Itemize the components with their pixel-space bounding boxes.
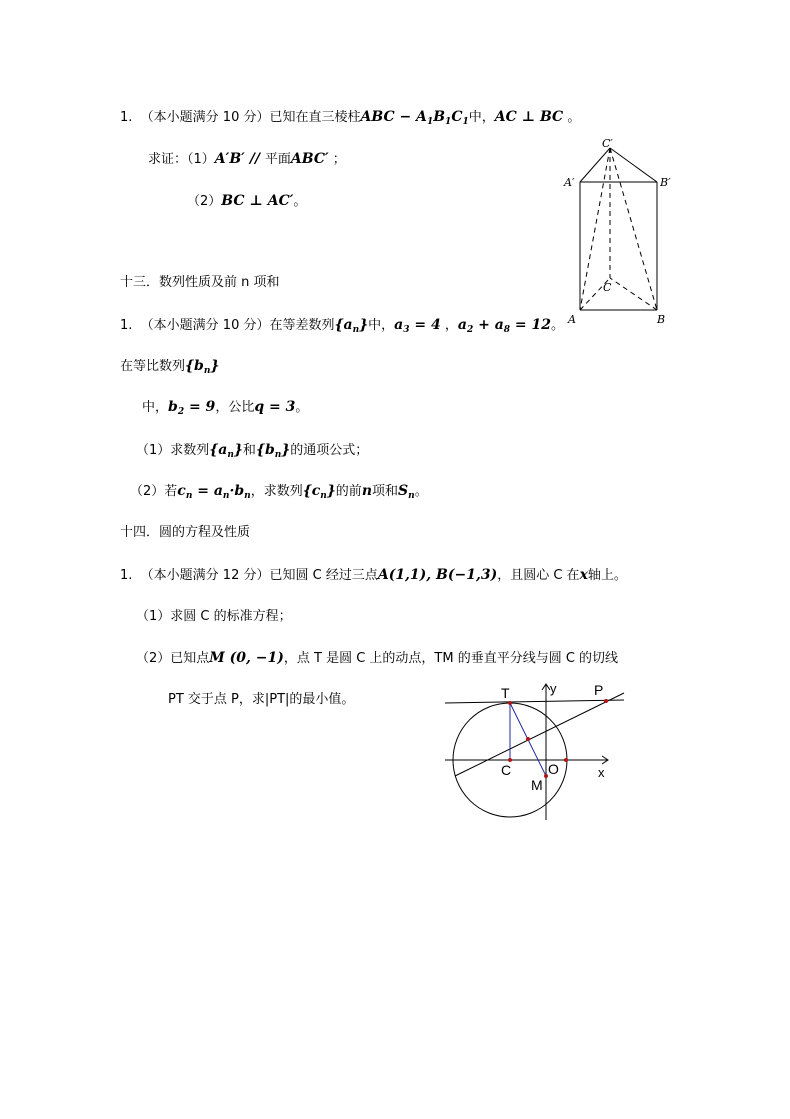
label-a: A: [568, 313, 576, 326]
prism-name: ABC − $A_1B_1C_1$: [360, 109, 469, 127]
section-13-title: 十三．数列性质及前 n 项和: [120, 275, 280, 290]
q3-part1: （1）求圆 C 的标准方程；: [136, 609, 292, 624]
label-c: C: [501, 762, 512, 778]
q3-statement: 1. （本小题满分 12 分）已知圆 C 经过三点A(1,1), B(−1,3)，且圆心 C 在x轴上。: [120, 567, 627, 583]
q3-part2: （2）已知点M (0, −1)，点 T 是圆 C 上的动点，TM 的垂直平分线与圆 C 的切线: [136, 650, 619, 666]
label-c1: C′: [602, 138, 613, 150]
point-p: [604, 699, 608, 703]
label-a1: A′: [564, 176, 575, 189]
q2-part2: （2）若$c_n = a_n\cdot b_n$，求数列$\{c_n\}$的前n项和$S_n$。: [130, 483, 428, 501]
label-m: M: [531, 777, 543, 793]
label-c: C: [603, 281, 612, 294]
circle-figure: [440, 678, 626, 823]
label-b: B: [657, 313, 666, 326]
section-14-title: 十四．圆的方程及性质: [120, 525, 251, 540]
q1-proof-part2: （2）BC ⊥ AC′。: [187, 193, 307, 209]
edge-a1-c1: [580, 148, 610, 182]
q2-part1: （1）求数列$\{a_n\}$和$\{b_n\}$的通项公式；: [136, 442, 369, 460]
q1-statement: 1. （本小题满分 10 分）已知在直三棱柱ABC − $A_1B_1C_1$中，AC ⊥ BC 。: [120, 109, 581, 127]
tangent-line-pt: [445, 700, 624, 703]
point-on-x: [564, 758, 568, 762]
edge-c1-b: [610, 148, 657, 310]
edge-b1-c1: [610, 148, 657, 182]
q1-proof-part1: 求证：（1）A′B′ // 平面ABC′ ；: [148, 151, 346, 167]
label-o: O: [548, 761, 559, 777]
q3-part2-line2: PT 交于点 P，求|PT|的最小值。: [168, 692, 355, 707]
edge-b-c: [610, 278, 657, 310]
label-p: P: [594, 682, 604, 698]
point-midpoint: [526, 737, 530, 741]
point-t: [508, 701, 512, 705]
prism-figure: [560, 138, 675, 328]
label-x: x: [598, 765, 605, 780]
q2-line3: 中，$b_2 = 9$，公比q = 3。: [142, 399, 309, 417]
label-t: T: [501, 685, 510, 701]
q2-statement: 1. （本小题满分 10 分）在等差数列$\{a_n\}$中，$a_3 = 4$ ，$a_2 + a_8 = 12$。: [120, 317, 565, 335]
label-b1: B′: [660, 176, 671, 189]
q2-line2: 在等比数列$\{b_n\}$: [120, 358, 220, 376]
label-y: y: [550, 681, 557, 696]
